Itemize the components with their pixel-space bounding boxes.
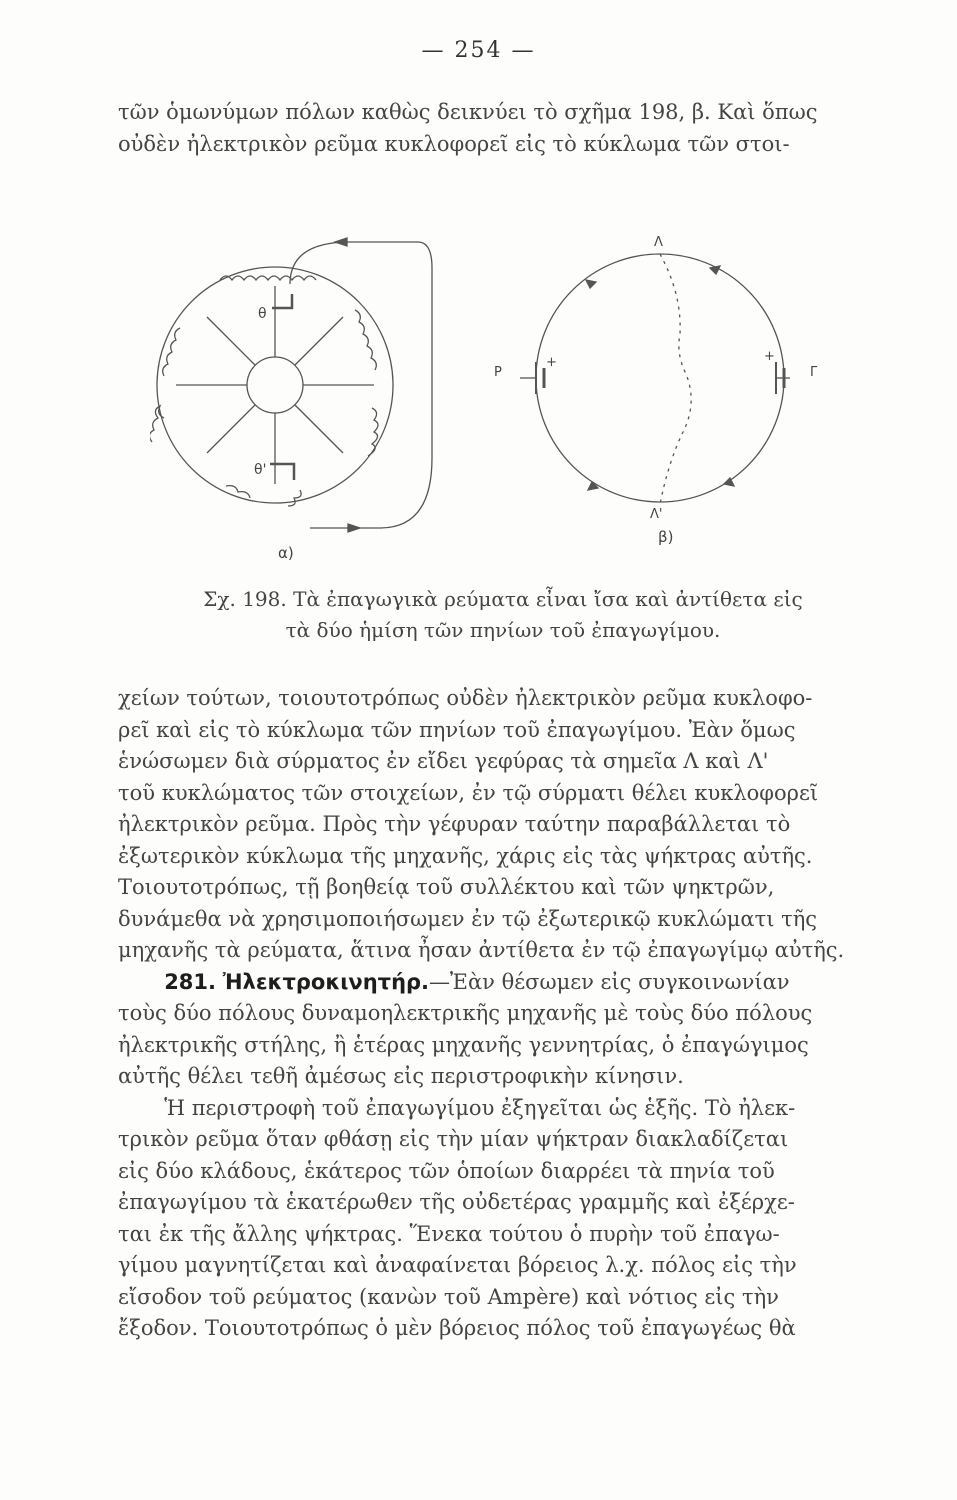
section-title: Ἠλεκτροκινητήρ. <box>222 969 430 994</box>
arrow-icon <box>588 482 598 490</box>
top-paragraph <box>118 97 888 160</box>
body-text <box>118 683 888 1345</box>
text-line: οὐδὲν ἠλεκτρικὸν ρεῦμα κυκλοφορεῖ εἰς τὸ κύκλωμα τῶν στοι- <box>118 131 790 156</box>
text-line: εἴσοδον τοῦ ρεύματος (κανὼν τοῦ Ampère) καὶ νότιος εἰς τὴν <box>118 1284 779 1309</box>
text-line: τῶν ὁμωνύμων πόλων καθὼς δεικνύει τὸ σχῆμα 198, β. Καὶ ὅπως <box>118 100 818 124</box>
spoke <box>295 317 343 365</box>
text-line: αὐτῆς θέλει τεθῆ ἀμέσως εἰς περιστροφικὴν κίνησιν. <box>118 1064 684 1088</box>
figure-a-label: α) <box>278 544 294 562</box>
caption-line: τὰ δύο ἡμίση τῶν πηνίων τοῦ ἐπαγωγίμου. <box>285 618 721 642</box>
text-line: Τοιουτοτρόπως, τῇ βοηθείᾳ τοῦ συλλέκτου καὶ τῶν ψηκτρῶν, <box>118 875 775 899</box>
paragraph <box>118 1093 888 1345</box>
text-line: Ἡ περιστροφὴ τοῦ ἐπαγωγίμου ἐξηγεῖται ὡς ἑξῆς. Τὸ ἠλεκ- <box>164 1095 796 1120</box>
figure-caption <box>118 584 888 646</box>
text-line: ἠλεκτρικῆς στήλης, ἢ ἑτέρας μηχανῆς γεννητρίας, ὁ ἐπαγώγιμος <box>118 1032 809 1057</box>
coil-chain <box>660 254 691 504</box>
spoke <box>295 405 343 453</box>
caption-line: Σχ. 198. Τὰ ἐπαγωγικὰ ρεύματα εἶναι ἴσα καὶ ἀντίθετα εἰς <box>203 587 803 611</box>
armature-hub <box>247 357 303 413</box>
text-line: ται ἐκ τῆς ἄλλης ψήκτρας. Ἕνεκα τούτου ὁ πυρὴν τοῦ ἐπαγω- <box>118 1221 780 1246</box>
coil-right-lower <box>368 408 378 456</box>
spoke <box>207 405 255 453</box>
page-number: — 254 — <box>421 38 536 63</box>
spoke <box>207 317 255 365</box>
plus-sign: + <box>764 349 775 364</box>
text-line: ἠλεκτρικὸν ρεῦμα. Πρὸς τὴν γέφυραν ταύτην παραβάλλεται τὸ <box>118 812 791 836</box>
arrow-right-icon <box>335 238 347 246</box>
lambda-label: Λ <box>654 235 663 250</box>
arrow-icon <box>586 280 596 288</box>
r-label: Γ <box>810 365 818 380</box>
coil-left-upper <box>163 328 180 376</box>
paragraph <box>118 683 888 967</box>
coil-left-lower <box>150 406 164 442</box>
theta-label: θ <box>258 306 267 322</box>
text-line: ἔξοδον. Τοιουτοτρόπως ὁ μὲν βόρειος πόλος τοῦ ἐπαγωγέως θὰ <box>118 1316 796 1340</box>
text-line: τοὺς δύο πόλους δυναμοηλεκτρικῆς μηχανῆς μὲ τοὺς δύο πόλους <box>118 1001 813 1025</box>
figure-a-ring-armature <box>150 238 432 562</box>
figure-svg <box>150 228 850 568</box>
plus-sign: + <box>546 355 557 370</box>
figure-b-label: β) <box>658 528 674 546</box>
paragraph <box>118 967 888 1093</box>
text-line: —Ἐὰν θέσωμεν εἰς συγκοινωνίαν <box>429 969 790 994</box>
p-label: P <box>494 365 502 380</box>
text-line: ἐξωτερικὸν κύκλωμα τῆς μηχανῆς, χάρις εἰς τὰς ψήκτρας αὐτῆς. <box>118 843 813 868</box>
text-line: ρεῖ καὶ εἰς τὸ κύκλωμα τῶν πηνίων τοῦ ἐπαγωγίμου. Ἐὰν ὅμως <box>118 717 796 742</box>
figure-b-circuit <box>494 235 818 546</box>
brush-theta-prime <box>270 464 294 480</box>
text-line: ἑνώσωμεν διὰ σύρματος ἐν εἴδει γεφύρας τὰ σημεῖα Λ καὶ Λ' <box>118 749 769 773</box>
arrow-left-icon <box>348 524 360 532</box>
text-line: χείων τούτων, τοιουτοτρόπως οὐδὲν ἠλεκτρικὸν ρεῦμα κυκλοφο- <box>118 686 813 710</box>
figure-198 <box>150 228 850 568</box>
coil-top <box>220 276 316 280</box>
text-line: τρικὸν ρεῦμα ὅταν φθάσῃ εἰς τὴν μίαν ψήκτραν διακλαδίζεται <box>118 1127 789 1151</box>
text-line: γίμου μαγνητίζεται καὶ ἀναφαίνεται βόρειος λ.χ. πόλος εἰς τὴν <box>118 1253 797 1277</box>
circuit-circle <box>536 254 784 502</box>
arrow-icon <box>710 266 720 274</box>
text-line: τοῦ κυκλώματος τῶν στοιχείων, ἐν τῷ σύρματι θέλει κυκλοφορεῖ <box>118 780 819 805</box>
text-line: δυνάμεθα νὰ χρησιμοποιήσωμεν ἐν τῷ ἐξωτερικῷ κυκλώματι τῆς <box>118 906 818 931</box>
theta-prime-label: θ' <box>254 462 267 478</box>
text-line: μηχανῆς τὰ ρεύματα, ἅτινα ἦσαν ἀντίθετα ἐν τῷ ἐπαγωγίμῳ αὐτῆς. <box>118 938 845 962</box>
section-number: 281. <box>164 969 217 994</box>
text-line: ἐπαγωγίμου τὰ ἑκατέρωθεν τῆς οὐδετέρας γραμμῆς καὶ ἐξέρχε- <box>118 1190 795 1214</box>
section-heading-line <box>118 967 888 999</box>
text-line: εἰς δύο κλάδους, ἑκάτερος τῶν ὁποίων διαρρέει τὰ πηνία τοῦ <box>118 1158 775 1183</box>
lambda-prime-label: Λ' <box>650 507 663 522</box>
